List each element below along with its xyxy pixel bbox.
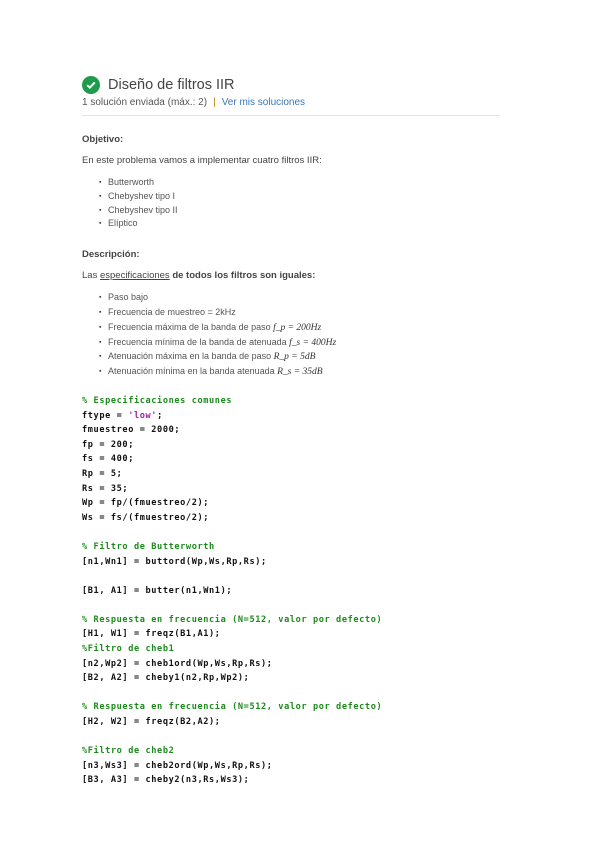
descripcion-text bbox=[82, 270, 502, 281]
list-item bbox=[108, 321, 502, 336]
code-line: Ws = fs/(fmuestreo/2); bbox=[82, 512, 210, 523]
spec-text: Atenuación mínima en la banda atenuada bbox=[108, 366, 278, 377]
submission-count: 1 solución enviada (máx.: 2) bbox=[82, 97, 208, 108]
code-comment: % Respuesta en frecuencia (N=512, valor por defecto) bbox=[82, 702, 383, 713]
code-comment: % Filtro de Butterworth bbox=[82, 541, 215, 552]
list-item: ▪ Chebyshev tipo II bbox=[108, 204, 502, 218]
list-item: ▪ Butterworth bbox=[108, 176, 502, 190]
code-line: [B2, A2] = cheby1(n2,Rp,Wp2); bbox=[82, 673, 250, 684]
code-line: fmuestreo = 2000; bbox=[82, 425, 181, 436]
submission-status bbox=[82, 97, 500, 116]
code-line: [n1,Wn1] = buttord(Wp,Ws,Rp,Rs); bbox=[82, 556, 267, 567]
spec-math: f_s = 400Hz bbox=[289, 337, 337, 348]
code-line: fp = 200; bbox=[82, 439, 134, 450]
list-item bbox=[108, 306, 502, 321]
code-block bbox=[82, 394, 502, 788]
view-solutions-link[interactable]: Ver mis soluciones bbox=[221, 97, 306, 108]
list-item bbox=[108, 291, 502, 306]
code-line: [B3, A3] = cheby2(n3,Rs,Ws3); bbox=[82, 775, 250, 786]
code-line: [H2, W2] = freqz(B2,A2); bbox=[82, 717, 221, 728]
problem-panel bbox=[82, 76, 502, 788]
spec-text: Frecuencia mínima de la banda de atenuada bbox=[108, 336, 290, 347]
list-item: ▪ Elíptico bbox=[108, 217, 502, 231]
code-comment: % Especificaciones comunes bbox=[82, 395, 233, 406]
code-line: [n2,Wp2] = cheb1ord(Wp,Ws,Rp,Rs); bbox=[82, 658, 273, 669]
code-text: ftype = bbox=[82, 410, 129, 421]
descripcion-heading: Descripción: bbox=[82, 249, 140, 261]
code-line: Wp = fp/(fmuestreo/2); bbox=[82, 498, 210, 509]
descripcion-prefix: Las bbox=[82, 270, 100, 282]
code-line: [B1, A1] = butter(n1,Wn1); bbox=[82, 585, 233, 596]
descripcion-suffix: de todos los filtros son iguales: bbox=[169, 270, 316, 282]
objetivo-heading: Objetivo: bbox=[82, 134, 124, 145]
code-comment: %Filtro de cheb1 bbox=[82, 644, 175, 655]
spec-text: Paso bajo bbox=[108, 292, 149, 303]
code-comment: %Filtro de cheb2 bbox=[82, 746, 175, 757]
code-blank bbox=[82, 598, 502, 613]
code-blank bbox=[82, 525, 502, 540]
filter-list bbox=[108, 176, 502, 231]
list-item: ▪ Chebyshev tipo I bbox=[108, 190, 502, 204]
code-blank bbox=[82, 730, 502, 745]
separator: | bbox=[213, 97, 216, 108]
spec-list bbox=[108, 291, 502, 380]
code-line bbox=[82, 409, 502, 424]
especificaciones-link[interactable]: especificaciones bbox=[99, 270, 170, 282]
list-item bbox=[108, 336, 502, 351]
code-blank bbox=[82, 569, 502, 584]
code-line: [n3,Ws3] = cheb2ord(Wp,Ws,Rp,Rs); bbox=[82, 760, 273, 771]
spec-text: Atenuación máxima en la banda de paso bbox=[108, 351, 274, 362]
code-line: fs = 400; bbox=[82, 454, 134, 465]
spec-math: R_s = 35dB bbox=[277, 367, 323, 378]
code-line: [H1, W1] = freqz(B1,A1); bbox=[82, 629, 221, 640]
spec-text: Frecuencia máxima de la banda de paso bbox=[108, 321, 274, 332]
code-comment: % Respuesta en frecuencia (N=512, valor por defecto) bbox=[82, 614, 383, 625]
list-item bbox=[108, 350, 502, 365]
spec-math: f_p = 200Hz bbox=[273, 322, 322, 333]
code-line: Rp = 5; bbox=[82, 468, 123, 479]
code-string: 'low' bbox=[128, 410, 158, 421]
list-item bbox=[108, 365, 502, 380]
code-blank bbox=[82, 686, 502, 701]
spec-text: Frecuencia de muestreo = 2kHz bbox=[108, 306, 236, 317]
objetivo-text: En este problema vamos a implementar cuatro filtros IIR: bbox=[82, 155, 322, 166]
code-line: Rs = 35; bbox=[82, 483, 129, 494]
code-text: ; bbox=[157, 410, 163, 421]
problem-header bbox=[82, 76, 502, 94]
spec-math: R_p = 5dB bbox=[273, 352, 316, 363]
check-circle-icon bbox=[82, 76, 100, 94]
page-title: Diseño de filtros IIR bbox=[108, 77, 235, 93]
